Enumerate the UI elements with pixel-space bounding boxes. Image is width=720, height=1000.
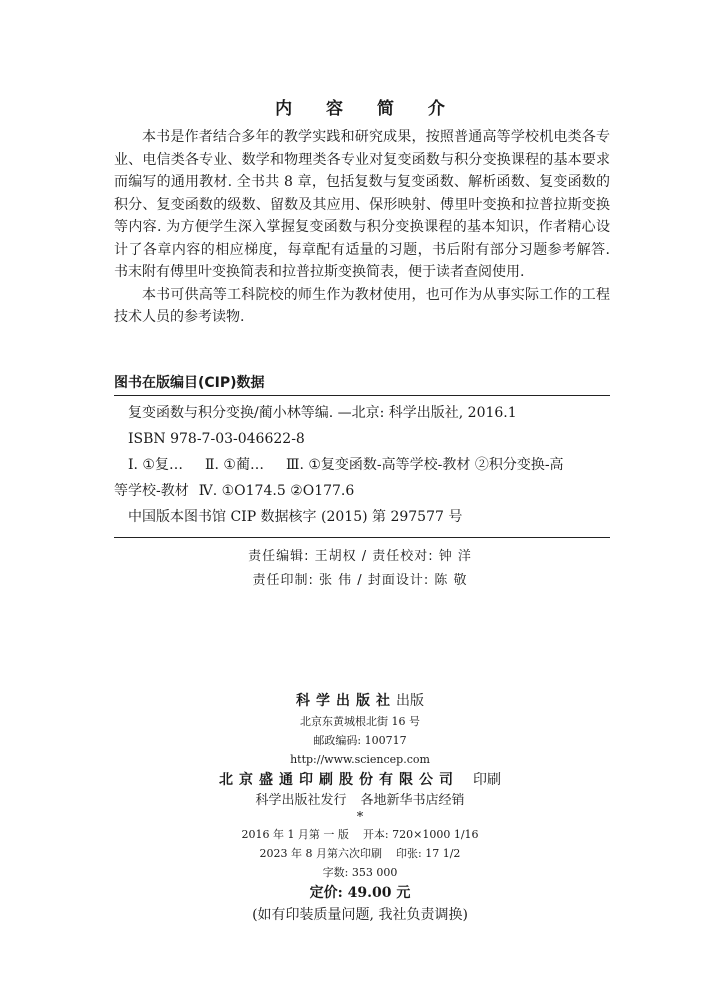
publisher-suffix: 出版 <box>396 693 424 709</box>
page-title: 内 容 简 介 <box>275 99 459 119</box>
book-introduction <box>114 126 610 329</box>
printing-line <box>0 844 720 863</box>
retailer: 各地新华书店经销 <box>360 793 465 808</box>
printer-line <box>0 769 720 791</box>
intro-paragraph-2: 本书可供高等工科院校的师生作为教材使用，也可作为从事实际工作的工程技术人员的参考读物. <box>114 286 610 325</box>
sheet-count: 印张: 17 1/2 <box>396 847 461 860</box>
distribution-line <box>0 791 720 811</box>
publisher-address: 北京东黄城根北街 16 号 <box>300 715 420 728</box>
format-size: 开本: 720×1000 1/16 <box>362 828 479 841</box>
publisher-name: 科学出版社 <box>296 693 396 709</box>
publisher-postcode: 邮政编码: 100717 <box>313 734 407 747</box>
cip-title-line: 复变函数与积分变换/蔺小林等编. —北京: 科学出版社, 2016.1 <box>128 405 517 421</box>
cip-class-2: Ⅱ. ①蔺… <box>204 457 264 473</box>
printing-date: 2023 年 8 月第六次印刷 <box>259 847 383 860</box>
cip-class-3-cont: 等学校-教材 <box>114 483 189 499</box>
cip-classification-line-2 <box>114 478 610 504</box>
publisher-url: http://www.sciencep.com <box>290 753 430 766</box>
printer-suffix: 印刷 <box>473 772 501 788</box>
price: 定价: 49.00 元 <box>309 885 411 901</box>
cip-class-1: Ⅰ. ①复… <box>128 457 183 473</box>
cip-data-number-line: 中国版本图书馆 CIP 数据核字 (2015) 第 297577 号 <box>128 509 463 525</box>
credits-line-1: 责任编辑: 王胡权 / 责任校对: 钟 洋 <box>248 549 472 564</box>
printer-name: 北京盛通印刷股份有限公司 <box>219 772 459 788</box>
edition-date: 2016 年 1 月第 一 版 <box>241 828 349 841</box>
edition-line <box>0 825 720 844</box>
word-count: 字数: 353 000 <box>322 866 398 879</box>
credits-line-2: 责任印制: 张 伟 / 封面设计: 陈 敬 <box>252 573 468 588</box>
publisher-line <box>0 690 720 712</box>
cip-class-4: Ⅳ. ①O174.5 ②O177.6 <box>198 483 355 499</box>
cip-bottom-rule <box>114 537 610 538</box>
distributor: 科学出版社发行 <box>255 793 347 808</box>
separator-star: * <box>356 810 364 825</box>
cip-top-rule <box>114 395 610 396</box>
cip-heading: 图书在版编目(CIP)数据 <box>114 375 265 391</box>
intro-paragraph-1: 本书是作者结合多年的教学实践和研究成果，按照普通高等学校机电类各专业、电信类各专业、数学和物理类各专业对复变函数与积分变换课程的基本要求而编写的通用教材. 全书共 8 章，包括复数与复变函数、解析函数、复变函数的积分、复变函数的级数、留数及其应用、保形映射、傅里叶变换和拉普拉斯变换等内容. 为方便学生深入掌握复变函数与积分变换课程的基本知识，作者精心设计了各章内容的相应梯度，每章配有适量的习题，书后附有部分习题参考解答. 书末附有傅里叶变换简表和拉普拉斯变换简表，便于读者查阅使用. <box>114 129 610 280</box>
cip-isbn-line: ISBN 978-7-03-046622-8 <box>128 431 305 447</box>
cip-classification-line <box>114 452 610 478</box>
quality-note: (如有印装质量问题, 我社负责调换) <box>252 907 468 923</box>
cip-class-3: Ⅲ. ①复变函数-高等学校-教材 ②积分变换-高 <box>285 457 564 473</box>
publication-imprint <box>0 690 720 926</box>
editorial-credits <box>0 545 720 593</box>
cip-record <box>114 400 610 530</box>
